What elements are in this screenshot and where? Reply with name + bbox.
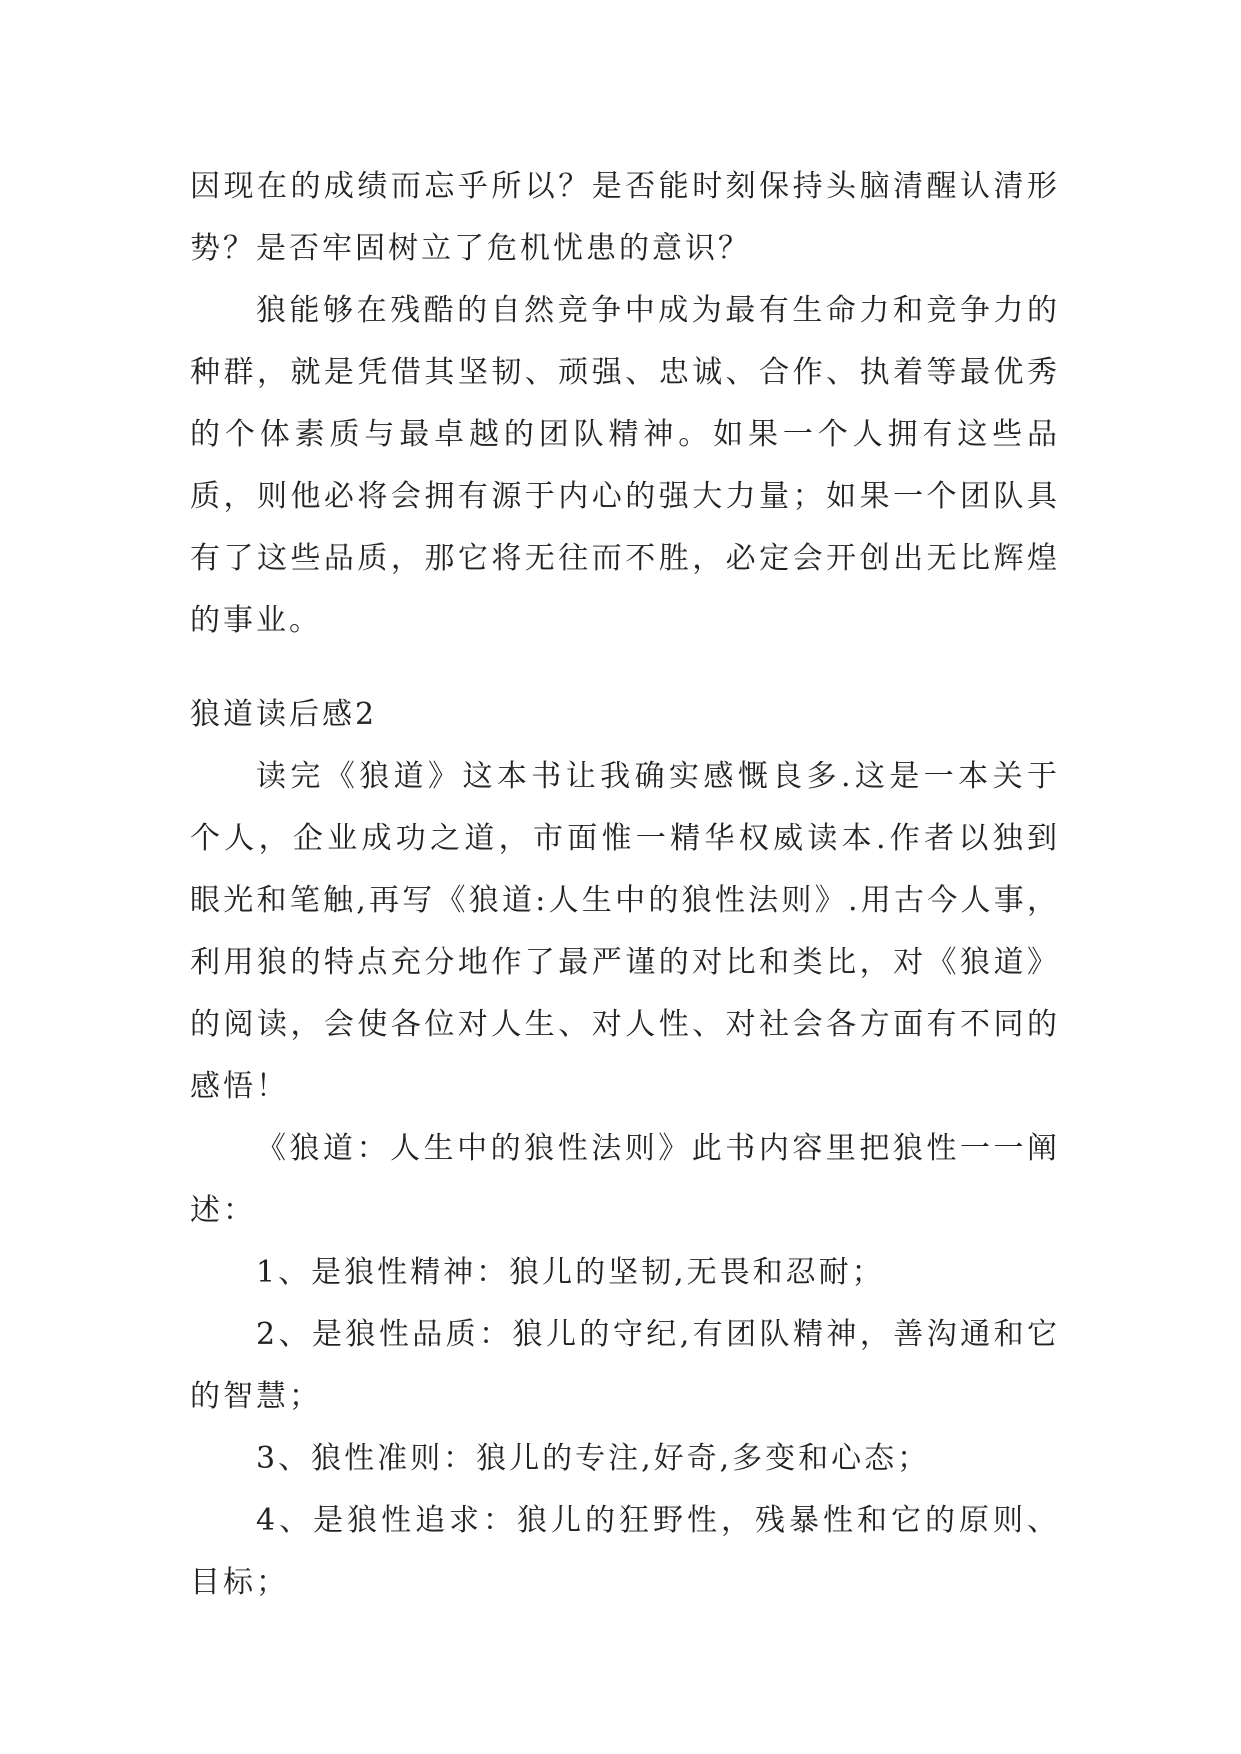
paragraph-book-overview: 《狼道：人生中的狼性法则》此书内容里把狼性一一阐述： <box>190 1131 1060 1228</box>
list-item-quality: 2、是狼性品质：狼儿的守纪,有团队精神，善沟通和它的智慧； <box>190 1317 1060 1414</box>
paragraph-wolf-qualities: 狼能够在残酷的自然竞争中成为最有生命力和竞争力的种群，就是凭借其坚韧、顽强、忠诚、合作、执着等最优秀的个体素质与最卓越的团队精神。如果一个人拥有这些品质，则他必将会拥有源于内心的强大力量；如果一个团队具有了这些品质，那它将无往而不胜，必定会开创出无比辉煌的事业。 <box>190 293 1060 638</box>
paragraph-intro: 读完《狼道》这本书让我确实感慨良多.这是一本关于个人，企业成功之道，市面惟一精华权威读本.作者以独到眼光和笔触,再写《狼道:人生中的狼性法则》.用古今人事，利用狼的特点充分地作了最严谨的对比和类比，对《狼道》的阅读，会使各位对人生、对人性、对社会各方面有不同的感悟！ <box>190 759 1060 1104</box>
list-item-pursuit: 4、是狼性追求：狼儿的狂野性，残暴性和它的原则、目标； <box>190 1503 1060 1600</box>
list-item-spirit: 1、是狼性精神：狼儿的坚韧,无畏和忍耐； <box>256 1255 885 1290</box>
section-heading: 狼道读后感2 <box>190 697 378 732</box>
bottom-text-block <box>190 746 1060 1614</box>
list-item-principles: 3、狼性准则：狼儿的专注,好奇,多变和心态； <box>256 1441 931 1476</box>
paragraph-continuation: 因现在的成绩而忘乎所以？是否能时刻保持头脑清醒认清形势？是否牢固树立了危机忧患的意识？ <box>190 169 1060 266</box>
top-text-block <box>190 156 1060 652</box>
